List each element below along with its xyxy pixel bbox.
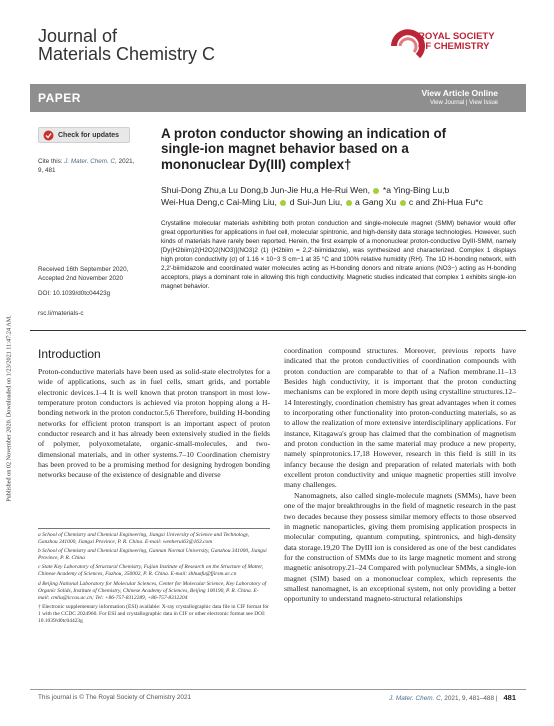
orcid-icon[interactable] [346,200,352,206]
page-footer-citation [389,693,516,702]
article-title: A proton conductor showing an indication of single-ion magnet behavior based on a mononuclear Dy(III) complex† [161,126,447,172]
side-note-text: Published on 02 November 2020. Downloaded on 1/23/2021 11:47:24 AM. [5,315,13,502]
footer-journal: J. Mater. Chem. C, [389,695,443,702]
affiliation-a: a School of Chemistry and Chemical Engineering, Jiangxi University of Science and Technology, Ganzhou 341000, Jiangxi Province, P. R. China. E-mail: wenherui63@163.com [38,532,250,546]
body-paragraph: coordination compound structures. Moreover, previous reports have indicated that the proton conductivities of coordination compounds with proton conduction are comparable to that of a Nafion membrane.11–13 Besides high conductivity, it is important that the proton conducting mechanisms can be explored in more depth using crystalline structures.12–14 Interestingly, coordination chemistry has great advantages when it comes to incorporating other functionality into proton-conducting materials, so as to allow the realization of more extensive interdisciplinary applications. For instance, Kitagawa's group has claimed that the combination of magnetism and proton conduction in the same material may produce a new property, namely spinprotonics.17,18 However, research in this field is still in its infancy because the design and preparation of related materials with both excellent proton conductivity and unique magnetic properties still involve many challenges. [284,346,516,490]
affiliation-d: d Beijing National Laboratory for Molecular Sciences, Center for Molecular Science, Key Laboratory of Organic Solids, Institute of Chemistry, Chinese Academy of Sciences, Beijing 100190, P. R. China. E-mail: cmliu@iccas.ac.cn; Tel: +86-757-8312289, +86-757-8312204 [38,580,267,601]
authors-line2d: c and Zhi-Hua Fu*c [408,197,483,207]
journal-name[interactable] [38,27,215,63]
cite-year: 2021, [116,158,135,165]
page-number: 481 [503,693,516,702]
rsc-journal-link[interactable]: rsc.li/materials-c [38,310,84,317]
footnote-divider [38,528,270,529]
esi-note: † Electronic supplementary information (ESI) available: X-ray crystallographic data file in CIF format for 1 with the CCDC 2024960. For ESI and crystallographic data in CIF or other electronic format see DOI: 10.1039/d0tc04423g [38,603,269,625]
accepted-date: Accepted 2nd November 2020 [38,274,124,282]
copyright-note: This journal is © The Royal Society of Chemistry 2021 [38,694,192,701]
check-updates-icon [43,130,54,141]
authors-line1: Shui-Dong Zhu,a Lu Dong,b Jun-Jie Hu,a He-Rui Wen, [161,185,371,195]
received-dates [38,266,158,283]
publisher-name [418,32,495,52]
orcid-icon[interactable] [400,200,406,206]
received-date: Received 16th September 2020, [38,266,129,273]
abstract: Crystalline molecular materials exhibiting both proton conduction and single-molecule magnet (SMM) behavior would offer great opportunities for applications in fuel cell, molecular spintronic, and high-density data storage technologies. However, such kinds of materials have rarely been reported. Herein, the first example of a mononuclear proton-conductive DyIII-SMM, namely [Dy(H2biim)2(H2O)2(NO3)](NO3)2 (1) (H2biim = 2,2′-biimidazole), was synthesized and characterized. Complex 1 displays high proton conductivity (σ) of 1.16 × 10−3 S cm−1 at 35 °C and 100% relative humidity (RH). The 1D H-bonding network, with 2,2′-biimidazole and coordinated water molecules acting as H-bonding donors and nitrate anions (NO3−) acting as H-bonding acceptors, plays a dominant role in allowing this high conductivity. Magnetic studies indicated that complex 1 exhibits single-ion magnet behavior. [161,220,516,290]
body-column-right [284,346,516,605]
orcid-icon[interactable] [280,200,286,206]
view-journal-issue-links[interactable]: View Journal | View Issue [429,100,498,106]
side-publication-note [4,200,14,620]
body-column-left [38,367,270,481]
affiliation-b: b School of Chemistry and Chemical Engineering, Gannan Normal University, Ganzhou 341000, Jiangxi Province, P. R. China [38,548,267,562]
affiliation-c: c State Key Laboratory of Structural Chemistry, Fujian Institute of Research on the Structure of Matter, Chinese Academy of Sciences, Fuzhou, 350002, P. R. China. E-mail: zhhuafu@fjirsm.ac.cn [38,564,264,578]
body-paragraph: Nanomagnets, also called single-molecule magnets (SMMs), have been one of the major breakthroughs in the field of magnetic research in the past two decades because they possess similar memory effects to those observed in magnetic nanoparticles, giving them promising application prospects in molecular computing, quantum computing, spintronics, and high-density data storage.19,20 The DyIII ion is considered as one of the best candidates for the construction of SMMs due to its large magnetic moment and strong magnetic anisotropy.21–24 Compared with polynuclear SMMs, a single-ion magnet (SIM) based on a mononuclear complex, which represents the smallest nanomagnet, is an exceptional system, not only providing a better opportunity to understand magneto-structural relationships [284,490,516,604]
journal-name-line2: Materials Chemistry C [38,44,216,64]
article-type-label: PAPER [38,91,81,105]
authors-line2: Wei-Hua Deng,c Cai-Ming Liu, [161,197,277,207]
footer-citation: 2021, 9, 481–488 | [442,695,498,702]
cite-label: Cite this: [38,158,63,165]
citation-block [38,158,158,175]
authors-line2b: d Sui-Jun Liu, [289,197,343,207]
publisher-line2: OF CHEMISTRY [418,41,490,52]
cite-volume: 9, 481 [38,166,56,174]
publisher-line1: ROYAL SOCIETY [418,31,495,42]
footnotes [38,532,270,627]
author-list [161,184,501,208]
article-type-band [30,84,526,112]
footer-divider [30,689,526,690]
journal-name-line1: Journal of [38,26,118,46]
introduction-heading: Introduction [38,347,101,361]
check-for-updates-label: Check for updates [58,131,120,139]
authors-line2c: a Gang Xu [355,197,397,207]
cite-journal-link[interactable]: J. Mater. Chem. C, [64,158,117,165]
authors-line1b: *a Ying-Bing Lu,b [382,185,450,195]
orcid-icon[interactable] [373,188,379,194]
check-for-updates-button[interactable] [38,127,130,143]
doi[interactable]: DOI: 10.1039/d0tc04423g [38,290,111,297]
body-paragraph: Proton-conductive materials have been used as solid-state electrolytes for a wide of applications, such as in fuel cells, smart grids, and portable electronic devices.1–4 It is well known that proton transport in most low-temperature proton conductors is achieved via proton hopping along a H-bonding network in the proton conductor.5,6 Therefore, building H-bonding networks for efficient proton transport is an important aspect of proton conductor research and it has already been extensively studied in the fields of polymer, polyoxometalate, organic-small-molecules, and two-dimensional materials, and in other systems.7–10 Coordination chemistry has been proved to be a promising method for designing hydrogen bonding networks because of the existence of designable and diverse [38,367,270,480]
section-divider [30,330,526,331]
view-article-online-link[interactable]: View Article Online [421,88,498,98]
